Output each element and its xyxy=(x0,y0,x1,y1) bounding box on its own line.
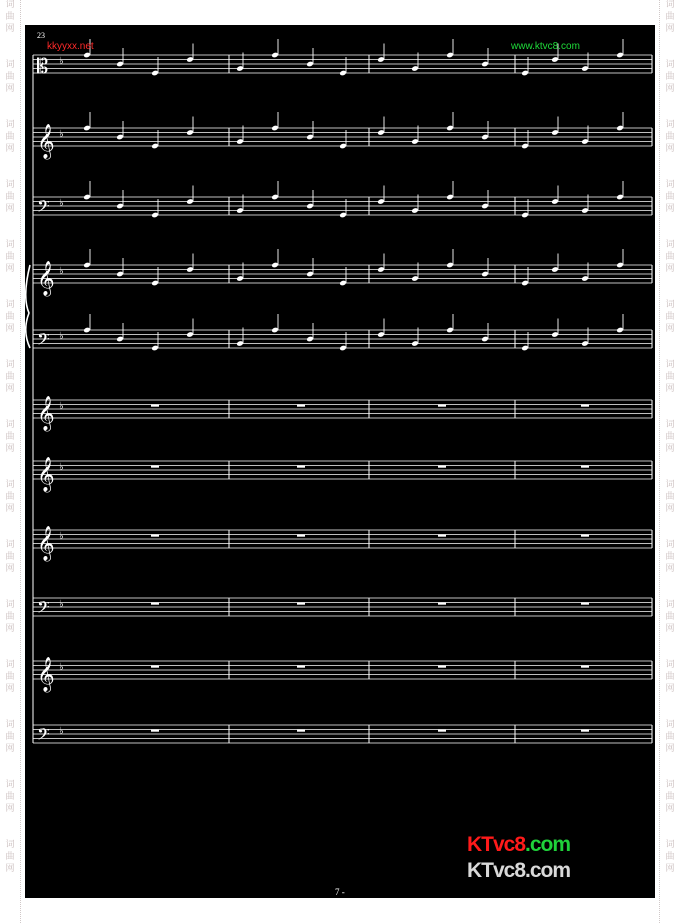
whole-rest xyxy=(581,666,589,668)
side-watermark-glyph: 网 xyxy=(5,144,15,154)
side-watermark-glyph: 曲 xyxy=(665,552,675,562)
whole-rest xyxy=(151,535,159,537)
side-watermark-glyph: 词 xyxy=(5,420,15,430)
whole-rest xyxy=(438,603,446,605)
side-watermark-glyph: 曲 xyxy=(665,792,675,802)
side-watermark-glyph: 网 xyxy=(665,84,675,94)
side-watermark-glyph: 词 xyxy=(5,660,15,670)
side-watermark-glyph: 曲 xyxy=(5,792,15,802)
side-watermark-glyph: 词 xyxy=(5,0,15,10)
side-watermark-glyph: 曲 xyxy=(5,252,15,262)
whole-rest xyxy=(438,535,446,537)
side-watermark-glyph: 网 xyxy=(5,864,15,874)
side-watermark-glyph: 词 xyxy=(665,480,675,490)
alto-clef: 𝄡 xyxy=(37,54,49,78)
side-watermark-glyph: 网 xyxy=(665,24,675,34)
side-watermark-glyph: 网 xyxy=(5,324,15,334)
side-watermark-glyph: 网 xyxy=(5,264,15,274)
side-watermark-glyph: 词 xyxy=(5,720,15,730)
bass-clef: 𝄢 xyxy=(37,329,50,353)
logo-text: KTvc8.com xyxy=(467,833,571,856)
side-watermark-glyph: 曲 xyxy=(665,372,675,382)
flat-key-signature: ♭ xyxy=(59,56,64,67)
side-watermark-glyph: 词 xyxy=(665,0,675,10)
side-watermark-glyph: 词 xyxy=(665,540,675,550)
whole-rest xyxy=(297,466,305,468)
side-watermark-glyph: 词 xyxy=(5,840,15,850)
side-watermark-glyph: 词 xyxy=(665,60,675,70)
side-watermark-glyph: 词 xyxy=(665,120,675,130)
flat-key-signature: ♭ xyxy=(59,129,64,140)
whole-rest xyxy=(297,603,305,605)
side-watermark-glyph: 词 xyxy=(665,360,675,370)
side-watermark-glyph: 曲 xyxy=(5,312,15,322)
side-watermark-glyph: 词 xyxy=(5,240,15,250)
side-watermark-glyph: 曲 xyxy=(5,672,15,682)
side-watermark-glyph: 词 xyxy=(5,780,15,790)
side-watermark-glyph: 词 xyxy=(665,720,675,730)
side-watermark-glyph: 词 xyxy=(665,840,675,850)
flat-key-signature: ♭ xyxy=(59,401,64,412)
bass-clef: 𝄢 xyxy=(37,724,50,748)
side-watermark-glyph: 网 xyxy=(665,684,675,694)
side-watermark-glyph: 词 xyxy=(665,420,675,430)
whole-rest xyxy=(438,666,446,668)
logo-reflection: KTvc8.com xyxy=(467,859,571,882)
site-logo xyxy=(467,833,637,891)
side-watermark-glyph: 曲 xyxy=(665,852,675,862)
flat-key-signature: ♭ xyxy=(59,599,64,610)
side-watermark-glyph: 词 xyxy=(665,660,675,670)
side-watermark-glyph: 网 xyxy=(665,744,675,754)
whole-rest xyxy=(581,535,589,537)
side-watermark-glyph: 词 xyxy=(665,300,675,310)
whole-rest xyxy=(438,730,446,732)
whole-rest xyxy=(151,666,159,668)
side-watermark-glyph: 网 xyxy=(5,744,15,754)
side-watermark-glyph: 网 xyxy=(5,24,15,34)
side-watermark-glyph: 网 xyxy=(665,804,675,814)
side-watermark-glyph: 网 xyxy=(5,804,15,814)
side-watermark-glyph: 曲 xyxy=(665,492,675,502)
whole-rest xyxy=(438,405,446,407)
side-watermark-glyph: 词 xyxy=(5,300,15,310)
flat-key-signature: ♭ xyxy=(59,462,64,473)
side-watermark-glyph: 网 xyxy=(5,504,15,514)
side-watermark-glyph: 曲 xyxy=(5,72,15,82)
measure-number: 23 xyxy=(37,31,45,40)
side-watermark-glyph: 网 xyxy=(665,864,675,874)
treble-clef: 𝄞 xyxy=(37,261,55,296)
side-watermark-glyph: 曲 xyxy=(5,132,15,142)
side-watermark-glyph: 网 xyxy=(5,444,15,454)
side-watermark-glyph: 网 xyxy=(665,504,675,514)
side-watermark-glyph: 网 xyxy=(665,624,675,634)
side-watermark-glyph: 网 xyxy=(665,324,675,334)
treble-clef: 𝄞 xyxy=(37,124,55,159)
whole-rest xyxy=(151,730,159,732)
side-watermark-glyph: 词 xyxy=(5,540,15,550)
side-watermark-glyph: 词 xyxy=(5,360,15,370)
side-watermark-glyph: 曲 xyxy=(5,612,15,622)
left-watermark-strip xyxy=(0,0,21,923)
whole-rest xyxy=(438,466,446,468)
piano-brace xyxy=(26,265,30,348)
side-watermark-glyph: 词 xyxy=(5,60,15,70)
side-watermark-glyph: 词 xyxy=(665,240,675,250)
page-number: 7 - xyxy=(335,887,345,897)
side-watermark-glyph: 词 xyxy=(5,600,15,610)
treble-clef: 𝄞 xyxy=(37,657,55,692)
side-watermark-glyph: 网 xyxy=(5,564,15,574)
side-watermark-glyph: 词 xyxy=(665,780,675,790)
flat-key-signature: ♭ xyxy=(59,331,64,342)
right-watermark-strip xyxy=(659,0,680,923)
side-watermark-glyph: 曲 xyxy=(665,252,675,262)
whole-rest xyxy=(151,603,159,605)
whole-rest xyxy=(581,730,589,732)
whole-rest xyxy=(581,405,589,407)
whole-rest xyxy=(297,666,305,668)
side-watermark-glyph: 曲 xyxy=(665,72,675,82)
treble-clef: 𝄞 xyxy=(37,526,55,561)
side-watermark-glyph: 词 xyxy=(665,600,675,610)
bass-clef: 𝄢 xyxy=(37,597,50,621)
whole-rest xyxy=(151,405,159,407)
bass-clef: 𝄢 xyxy=(37,196,50,220)
flat-key-signature: ♭ xyxy=(59,726,64,737)
side-watermark-glyph: 曲 xyxy=(5,432,15,442)
side-watermark-glyph: 网 xyxy=(5,624,15,634)
side-watermark-glyph: 曲 xyxy=(665,432,675,442)
flat-key-signature: ♭ xyxy=(59,531,64,542)
side-watermark-glyph: 网 xyxy=(665,264,675,274)
side-watermark-glyph: 词 xyxy=(5,120,15,130)
whole-rest xyxy=(581,466,589,468)
side-watermark-glyph: 曲 xyxy=(665,612,675,622)
whole-rest xyxy=(297,535,305,537)
side-watermark-glyph: 词 xyxy=(665,180,675,190)
music-score xyxy=(25,25,655,898)
side-watermark-glyph: 曲 xyxy=(665,732,675,742)
side-watermark-glyph: 曲 xyxy=(665,12,675,22)
treble-clef: 𝄞 xyxy=(37,396,55,431)
side-watermark-glyph: 曲 xyxy=(5,492,15,502)
side-watermark-glyph: 曲 xyxy=(5,192,15,202)
side-watermark-glyph: 曲 xyxy=(5,12,15,22)
side-watermark-glyph: 网 xyxy=(665,444,675,454)
whole-rest xyxy=(151,466,159,468)
watermark-right: www.ktvc8.com xyxy=(511,41,580,52)
side-watermark-glyph: 词 xyxy=(5,480,15,490)
flat-key-signature: ♭ xyxy=(59,662,64,673)
whole-rest xyxy=(297,405,305,407)
side-watermark-glyph: 网 xyxy=(5,84,15,94)
whole-rest xyxy=(297,730,305,732)
side-watermark-glyph: 曲 xyxy=(5,372,15,382)
whole-rest xyxy=(581,603,589,605)
side-watermark-glyph: 曲 xyxy=(5,852,15,862)
watermark-left: kkyyxx.net xyxy=(47,41,94,52)
side-watermark-glyph: 曲 xyxy=(5,552,15,562)
side-watermark-glyph: 词 xyxy=(5,180,15,190)
side-watermark-glyph: 曲 xyxy=(665,672,675,682)
side-watermark-glyph: 曲 xyxy=(5,732,15,742)
score-page xyxy=(25,25,655,898)
side-watermark-glyph: 曲 xyxy=(665,192,675,202)
flat-key-signature: ♭ xyxy=(59,266,64,277)
side-watermark-glyph: 曲 xyxy=(665,132,675,142)
side-watermark-glyph: 网 xyxy=(665,384,675,394)
side-watermark-glyph: 曲 xyxy=(665,312,675,322)
side-watermark-glyph: 网 xyxy=(665,564,675,574)
side-watermark-glyph: 网 xyxy=(5,204,15,214)
side-watermark-glyph: 网 xyxy=(5,384,15,394)
side-watermark-glyph: 网 xyxy=(665,204,675,214)
flat-key-signature: ♭ xyxy=(59,198,64,209)
side-watermark-glyph: 网 xyxy=(5,684,15,694)
side-watermark-glyph: 网 xyxy=(665,144,675,154)
treble-clef: 𝄞 xyxy=(37,457,55,492)
